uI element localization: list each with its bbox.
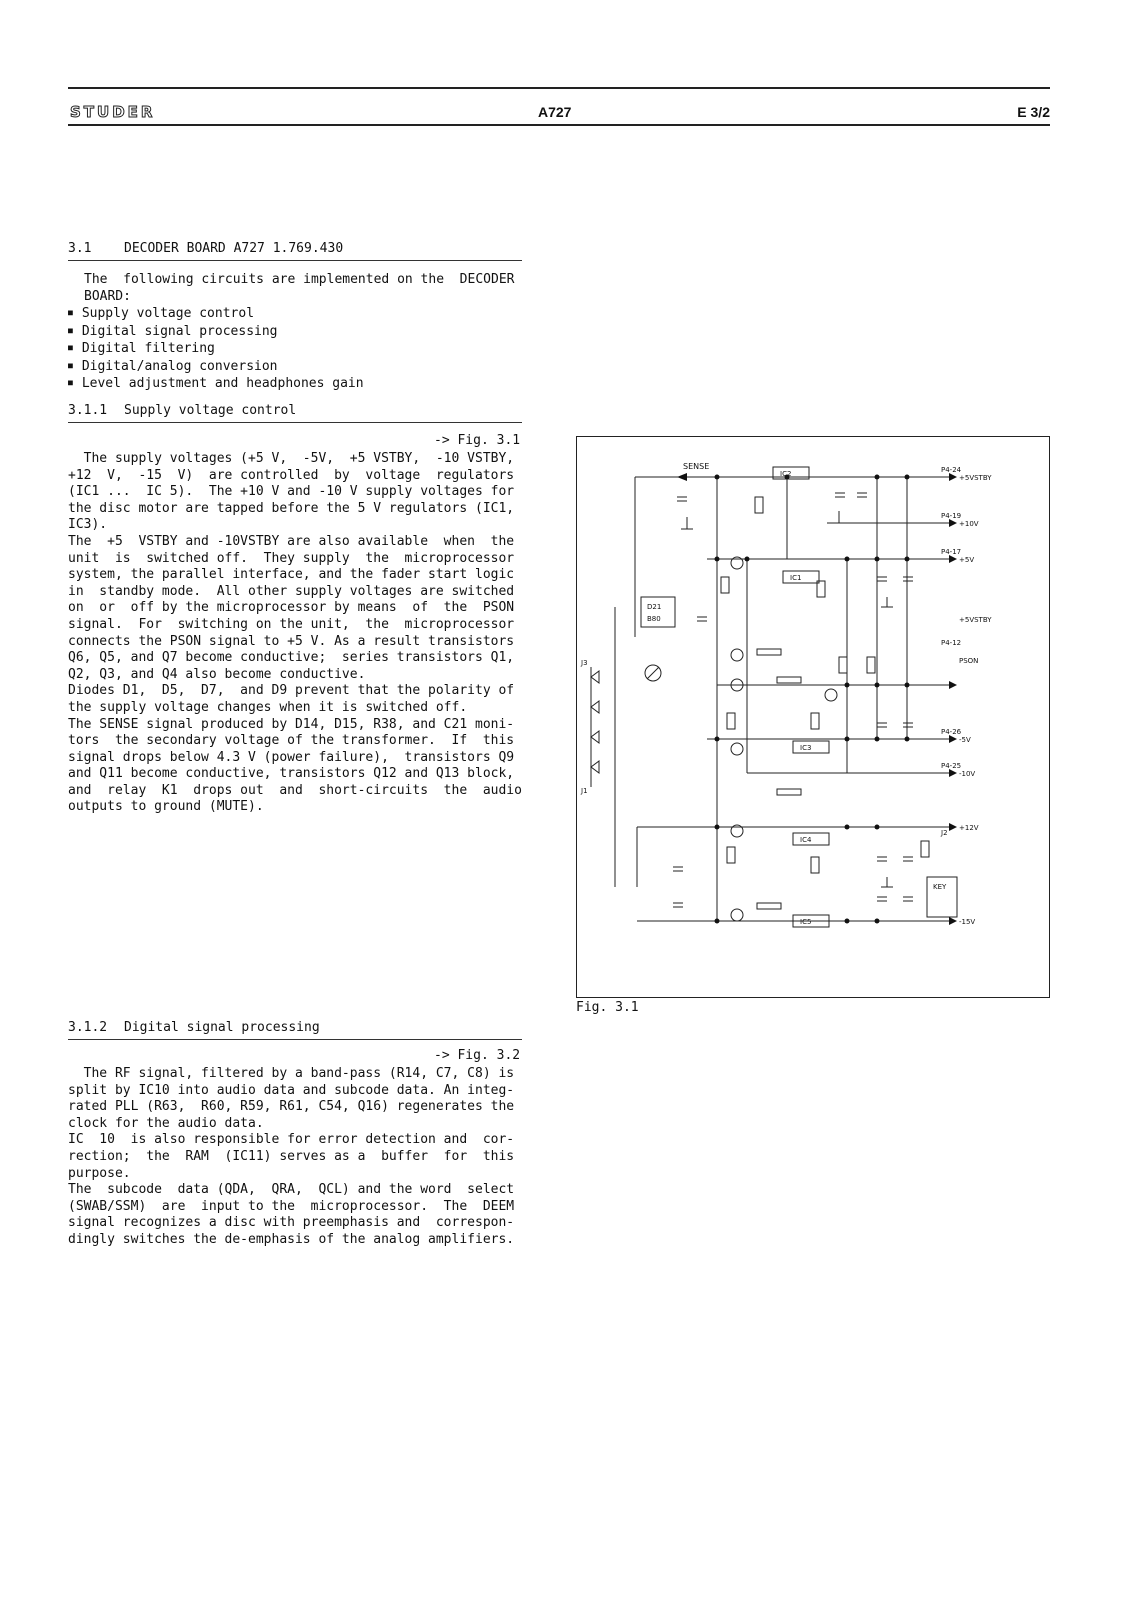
feature-list <box>68 305 364 393</box>
header-top-rule <box>68 87 1050 89</box>
section-3-1-rule <box>68 260 522 261</box>
figure-caption: Fig. 3.1 <box>576 1000 639 1015</box>
label-p5: +5V <box>959 556 975 564</box>
list-item: ■ Digital/analog conversion <box>68 358 364 376</box>
label-stby5b: +5VSTBY <box>959 616 992 624</box>
label-p426: P4-26 <box>941 728 962 736</box>
label-sense: SENSE <box>683 462 710 471</box>
brand-logo: STUDER <box>70 103 156 121</box>
list-item: ■ Digital signal processing <box>68 323 364 341</box>
label-ic2: IC2 <box>780 470 792 478</box>
section-3-1-2-number: 3.1.2 <box>68 1020 108 1035</box>
label-m5: -5V <box>959 736 971 744</box>
label-p419: P4-19 <box>941 512 962 520</box>
label-p417: P4-17 <box>941 548 962 556</box>
model-label: A727 <box>538 104 572 120</box>
section-3-1-number: 3.1 <box>68 241 92 256</box>
label-stby5: +5VSTBY <box>959 474 992 482</box>
list-item: ■ Digital filtering <box>68 340 364 358</box>
label-m15: -15V <box>959 918 976 926</box>
label-b80: B80 <box>647 615 661 623</box>
label-ic3: IC3 <box>800 744 812 752</box>
list-item: ■ Supply voltage control <box>68 305 364 323</box>
section-3-1-1-title: Supply voltage control <box>124 403 297 418</box>
label-ic1: IC1 <box>790 574 802 582</box>
section-3-1-2-title: Digital signal processing <box>124 1020 320 1035</box>
header-bottom-rule <box>68 124 1050 126</box>
section-3-1-1-body: The supply voltages (+5 V, -5V, +5 VSTBY, -10 VSTBY, +12 V, -15 V) are controlled by voltage regulators (IC1 ... IC 5). The +10 V and -10 V supply voltages for the disc motor are tapped before the 5 V regulators (IC1, IC3). The +5 VSTBY and -10VSTBY are also available when the unit is switched off. They supply the microprocessor system, the parallel interface, and the fader start logic in standby mode. All other supply voltages are switched on or off by the microprocessor by means of the PSON signal. For switching on the unit, the microprocessor connects the PSON signal to +5 V. As a result transistors Q6, Q5, and Q7 become conductive; series transistors Q1, Q2, Q3, and Q4 also become conductive. Diodes D1, D5, D7, and D9 prevent that the polarity of the supply voltage changes when it is switched off. The SENSE signal produced by D14, D15, R38, and C21 moni- tors the secondary voltage of the transformer. If this signal drops below 4.3 V (power failure), transistors Q9 and Q11 become conductive, transistors Q12 and Q13 block, and relay K1 drops out and short-circuits the audio outputs to ground (MUTE). <box>68 451 522 815</box>
figure-reference: -> Fig. 3.2 <box>434 1048 521 1063</box>
label-j2: J2 <box>941 829 948 837</box>
label-j1: J1 <box>581 787 588 795</box>
label-m10: -10V <box>959 770 976 778</box>
section-3-1-2-rule <box>68 1039 522 1040</box>
label-p412: P4-12 <box>941 639 962 647</box>
list-item: ■ Level adjustment and headphones gain <box>68 375 364 393</box>
figure-3-1-schematic <box>576 436 1050 998</box>
label-d21: D21 <box>647 603 662 611</box>
label-p425: P4-25 <box>941 762 962 770</box>
section-3-1-2-body: The RF signal, filtered by a band-pass (R14, C7, C8) is split by IC10 into audio data and subcode data. An integ- rated PLL (R63, R60, R59, R61, C54, Q16) regenerates the clock for the audio data. IC 10 is also responsible for error detection and cor- rection; the RAM (IC11) serves as a buffer for this purpose. The subcode data (QDA, QRA, QCL) and the word select (SWAB/SSM) are input to the microprocessor. The DEEM signal recognizes a disc with preemphasis and correspon- dingly switches the de-emphasis of the analog amplifiers. <box>68 1066 515 1247</box>
page-number: E 3/2 <box>1017 104 1050 120</box>
label-p424: P4-24 <box>941 466 962 474</box>
label-p12: +12V <box>959 824 979 832</box>
section-3-1-1-rule <box>68 422 522 423</box>
schematic-drawing <box>577 437 1049 997</box>
label-pson: PSON <box>959 657 979 665</box>
label-ic5: IC5 <box>800 918 812 926</box>
section-3-1-title: DECODER BOARD A727 1.769.430 <box>124 241 344 256</box>
label-j3: J3 <box>581 659 588 667</box>
label-ic4: IC4 <box>800 836 812 844</box>
label-key: KEY <box>933 883 947 891</box>
section-3-1-1-number: 3.1.1 <box>68 403 108 418</box>
section-3-1-intro: The following circuits are implemented on the DECODER BOARD: <box>84 272 515 304</box>
label-p10: +10V <box>959 520 979 528</box>
figure-reference: -> Fig. 3.1 <box>434 433 521 448</box>
